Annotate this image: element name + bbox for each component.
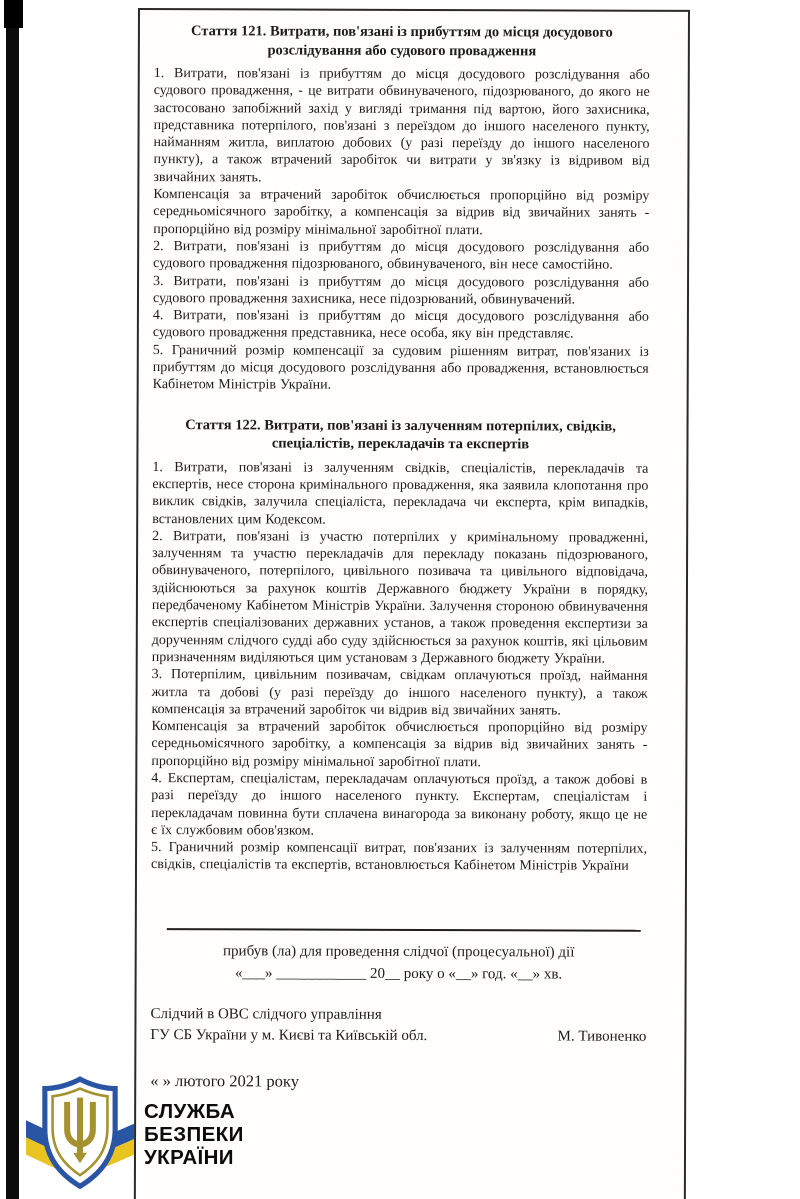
signer-name: М. Тивоненко bbox=[557, 1028, 647, 1045]
sbu-org-line: БЕЗПЕКИ bbox=[144, 1122, 244, 1146]
signed-date: « » лютого 2021 року bbox=[150, 1071, 300, 1091]
article-122-paragraph: 4. Експертам, спеціалістам, перекладачам оплачуються проїзд, а також добові в разі переїзду до іншого населеного пункту. Експертам, спеціалістам і перекладачам повинна бути сплачена винагорода за виконану роботу, якщо це не є їх службовим обов'язком. bbox=[151, 771, 648, 839]
blank-date-line: «___» ____________ 20__ року о «__» год. «__» хв. bbox=[235, 965, 563, 983]
article-121-paragraph: 4. Витрати, пов'язані із прибуттям до місця досудового розслідування або судового провадження представника, несе особа, яку він представляє. bbox=[152, 308, 649, 342]
article-122-paragraph: 3. Потерпілим, цивільним позивачам, свідкам оплачуються проїзд, наймання житла та добові (у разі переїзду до іншого населеного пункту), а також компенсація за втрачений заробіток чи відрив від звичайних занять. bbox=[151, 667, 648, 719]
article-122-paragraph: 2. Витрати, пов'язані із участю потерпілих у кримінальному провадженні, залученням та участю перекладачів для перекладу показань підозрюваного, обвинуваченого, потерпілого, цивільного позивача та цивільного відповідача, здійснюються за рахунок коштів Державного бюджету України в порядку, передбаченому Кабінетом Міністрів України. Залучення стороною обвинувачення експертів спеціалізованих державних установ, а також проведення експертизи за дорученням слідчого судді або суду здійснюється за рахунок коштів, які цільовим призначенням виділяються цим установам з Державного бюджету України. bbox=[151, 528, 649, 667]
article-121-paragraph: Компенсація за втрачений заробіток обчислюється пропорційно від розміру середньомісячного заробітку, а компенсація за відрив від звичайних занять - пропорційно від розміру мінімальної заробітної плати. bbox=[153, 187, 650, 238]
sbu-org-line: УКРАЇНИ bbox=[144, 1145, 234, 1169]
investigator-title-line: Слідчий в ОВС слідчого управління bbox=[150, 1006, 382, 1023]
scan-edge-artifact bbox=[6, 0, 19, 1199]
article-122-paragraph: 5. Граничний розмір компенсації витрат, пов'язаних із залученням потерпілих, свідків, спеціалістів та експертів, встановлюється Кабінетом Міністрів України bbox=[150, 840, 648, 875]
sbu-emblem-icon bbox=[24, 1074, 136, 1194]
article-121-title: Стаття 121. Витрати, пов'язані із прибуттям до місця досудового розслідування або судового провадження bbox=[190, 23, 613, 59]
arrival-statement: прибув (ла) для проведення слідчої (процесуальної) дії bbox=[223, 943, 575, 961]
article-121-paragraph: 2. Витрати, пов'язані із прибуттям до місця досудового розслідування або судового провадження підозрюваного, обвинуваченого, він несе самостійно. bbox=[153, 239, 650, 273]
article-122-title: Стаття 122. Витрати, пов'язані із залученням потерпілих, свідків, спеціалістів, перекладачів та експертів bbox=[185, 416, 616, 453]
sbu-org-line: СЛУЖБА bbox=[144, 1099, 236, 1123]
scan-corner-artifact bbox=[4, 0, 23, 28]
article-121-paragraph: 3. Витрати, пов'язані із прибуттям до місця досудового розслідування або судового провадження захисника, несе підозрюваний, обвинувачений. bbox=[152, 273, 650, 308]
sbu-watermark bbox=[24, 1074, 244, 1194]
article-121-paragraph: 5. Граничний розмір компенсації за судовим рішенням витрат, пов'язаних із прибуттям до місця досудового розслідування або провадження, встановлюється Кабінетом Міністрів України. bbox=[152, 342, 649, 394]
article-122-paragraph: Компенсація за втрачений заробіток обчислюється пропорційно від розміру середньомісячного заробітку, а компенсація за відрив від звичайних занять - пропорційно від розміру мінімальної заробітної плати. bbox=[151, 719, 648, 770]
protocol-footer bbox=[150, 928, 647, 1093]
sbu-org-name bbox=[144, 1100, 244, 1169]
document-frame bbox=[134, 8, 690, 1199]
investigator-unit-line: ГУ СБ України у м. Києві та Київській обл. bbox=[150, 1027, 428, 1045]
article-122-paragraph: 1. Витрати, пов'язані із залученням свідків, спеціалістів, перекладачів та експертів, несе сторона кримінального провадження, яка заявила клопотання про виклик свідків, залучила спеціаліста, перекладача чи експерта, крім випадків, встановлених цим Кодексом. bbox=[152, 459, 649, 528]
footer-separator-line bbox=[167, 928, 641, 932]
article-121-paragraph: 1. Витрати, пов'язані із прибуттям до місця досудового розслідування або судового провадження, - це витрати обвинуваченого, підозрюваного, до якого не застосовано запобіжний захід у вигляді тримання під вартою, його захисника, представника потерпілого, пов'язані з переїздом до іншого населеного пункту, найманням житла, виплатою добових (у разі переїзду до іншого населеного пункту), а також втрачений заробіток чи витрати у зв'язку із відривом від звичайних занять. bbox=[153, 66, 650, 186]
